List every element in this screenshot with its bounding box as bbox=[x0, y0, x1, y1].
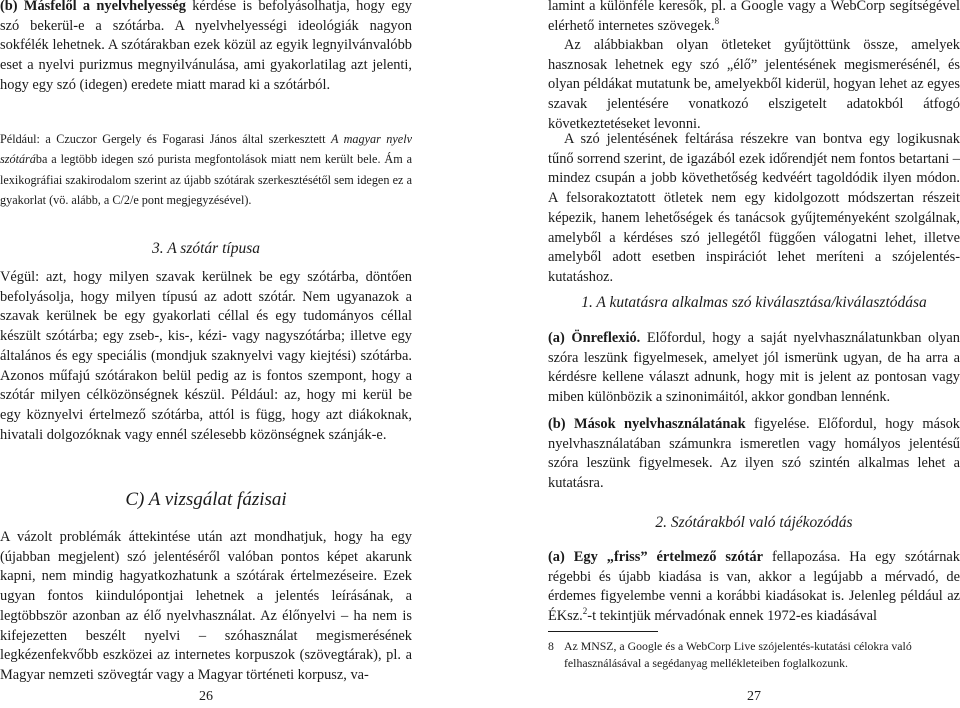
footnote-ref[interactable]: 8 bbox=[714, 15, 720, 26]
item-a-paragraph: (a) Önreflexió. Előfordul, hogy a saját nyelvhasználatunkban olyan szóra leszünk figyelmesek, amelyet jól ismerünk ugyan, de ha arra a kérdésre kellene választ adnunk, hogy mit is jelent az pontosan vagy miben különbözik a szinonimáitól, akkor gondban lennénk. bbox=[548, 330, 960, 406]
intro-bold: Másfelől a nyelvhelyesség bbox=[23, 0, 186, 14]
intro-paragraph bbox=[0, 0, 412, 96]
section-2-heading: 2. Szótárakból való tájékozódás bbox=[655, 514, 853, 531]
section-1-heading: 1. A kutatásra alkalmas szó kiválasztása/kiválasztódása bbox=[581, 294, 927, 311]
item-a-label: (a) Önreflexió. bbox=[548, 330, 641, 346]
footnote bbox=[548, 638, 960, 671]
item-c-label: (a) Egy „friss” értelmező szótár bbox=[548, 549, 763, 565]
footnote-rule bbox=[548, 631, 658, 632]
book-title: A magyar nyelv szótárá bbox=[0, 132, 412, 167]
example-paragraph: Például: a Czuczor Gergely és Fogarasi János által szerkesztett A magyar nyelv szótárába a legtöbb idegen szó purista megfontolások miatt nem került bele. Ám a lexikográfiai szakirodalom szerint az újabb szótárak szerkesztésétől sem idegen ez a gyakorlat (vö. alább, a C/2/e pont megjegyzésével). bbox=[0, 132, 412, 208]
footnote-area bbox=[548, 631, 960, 671]
item-b-paragraph: (b) Mások nyelvhasználatának figyelése. Előfordul, hogy mások nyelvhasználatában számunkra ismeretlen vagy homályos jelentésű szóra leszünk figyelmesek. Az ilyen szó szintén alkalmas lehet a kutatásra. bbox=[548, 416, 960, 492]
page-number-right: 27 bbox=[747, 689, 761, 704]
footnote-text: Az MNSZ, a Google és a WebCorp Live szójelentés-kutatási célokra való felhasználásával a segédanyag mellékleteiben foglalkozunk. bbox=[564, 639, 912, 670]
section-3-paragraph: Végül: azt, hogy milyen szavak kerülnek be egy szótárba, döntően befolyásolja, hogy milyen típusú az adott szótár. Nem ugyanazok a szavak kerülnek be egy gyakorlati céllal és egy tudományos céllal készült szótárba; egy zseb-, kis-, kézi- vagy nagyszótárba; illetve egy általános és egy speciális (mondjuk szaknyelvi vagy kiejtési) szótárba. Azonos műfajú szótárakon belül pedig az is fontos szempont, hogy a szótár milyen célközönségnek készül. Például: az, hogy mi kerül be egy köznyelvi értelmező szótárba, attól is függ, hogy azt diákoknak, hivatali dolgozóknak vagy ennél szélesebb közönségnek szánják-e. bbox=[0, 269, 412, 443]
ideas-paragraph: Az alábbiakban olyan ötleteket gyűjtöttünk össze, amelyek hasznosak lehetnek egy szó „élő” jelentésének megismerésénél, és olyan példákat mutatunk be, amelyekből kiderül, hogyan lehet az egyes szavak jelentésére vonatkozó elszigetelt adatokból átfogó következtetéseket levonni. bbox=[548, 37, 960, 132]
intro-label: (b) bbox=[0, 0, 18, 14]
edition-superscript: 2 bbox=[582, 606, 588, 617]
section-c-paragraph: A vázolt problémák áttekintése után azt mondhatjuk, hogy ha egy (újabban megjelent) szó jelentéséről valóban pontos képet akarunk kapni, nem mindig hagyatkozhatunk a szótárak értelmezéseire. Ezek ugyan fontos kiindulópontjai lehetnek a jelentés leírásának, a legtöbbször azonban az élő nyelvhasználat. Az élőnyelvi – ha nem is kifejezetten beszélt nyelvi – szóhasználat megismerésének legkézenfekvőbb eszközei az internetes korpuszok (szövegtárak), pl. a Magyar nemzeti szövegtár vagy a Magyar történeti korpusz, va- bbox=[0, 529, 412, 683]
item-b-label: (b) Mások nyelvhasználatának bbox=[548, 416, 746, 432]
method-paragraph: A szó jelentésének feltárása részekre van bontva egy logikusnak tűnő sorrend szerint, de igazából ezek időrendjét nem fontos betartani – mindez csupán a jobb követhetőség kedvéért tagoldódik ilyen módon. A felsorakoztatott ötletek nem egy kidolgozott módszertan részeit képezik, hanem lehetőségek és tanácsok gyűjteményeként szolgálnak, amelyből a kérdéses szó jellegétől függően válogatni lehet, illetve amelyből adott esetben inspirációt lehet meríteni a szójelentés-kutatáshoz. bbox=[548, 131, 960, 285]
section-c-heading: C) A vizsgálat fázisai bbox=[125, 489, 287, 510]
continuation-paragraph: lamint a különféle keresők, pl. a Google vagy a WebCorp segítségével elérhető internetes szövegek.$^8$ bbox=[548, 0, 960, 34]
item-c-paragraph: (a) Egy „friss” értelmező szótár fellapozása. Ha egy szótárnak régebbi és újabb kiadása is van, akkor a legújabb a mérvadó, de érdemes figyelembe venni a korábbi kiadásokat is. Jelenleg például az ÉKsz.$^2$-t tekintjük mérvadónak ennek 1972-es kiadásával bbox=[548, 549, 960, 625]
intro-rest: kérdése is befolyásolhatja, hogy egy szó bekerül-e a szótárba. A nyelvhelyességi ideológiák nagyon sokfélék lehetnek. A szótárakban ezek közül az egyik legnyilvánvalóbb eset a nyelvi purizmus megnyilvánulása, ami gyakorlatilag azt jelenti, hogy egy szó (idegen) eredete miatt marad ki a szótárból. bbox=[0, 0, 412, 93]
page-number-left: 26 bbox=[199, 689, 213, 704]
footnote-mark: 8 bbox=[548, 639, 554, 653]
section-3-heading: 3. A szótár típusa bbox=[152, 240, 260, 257]
